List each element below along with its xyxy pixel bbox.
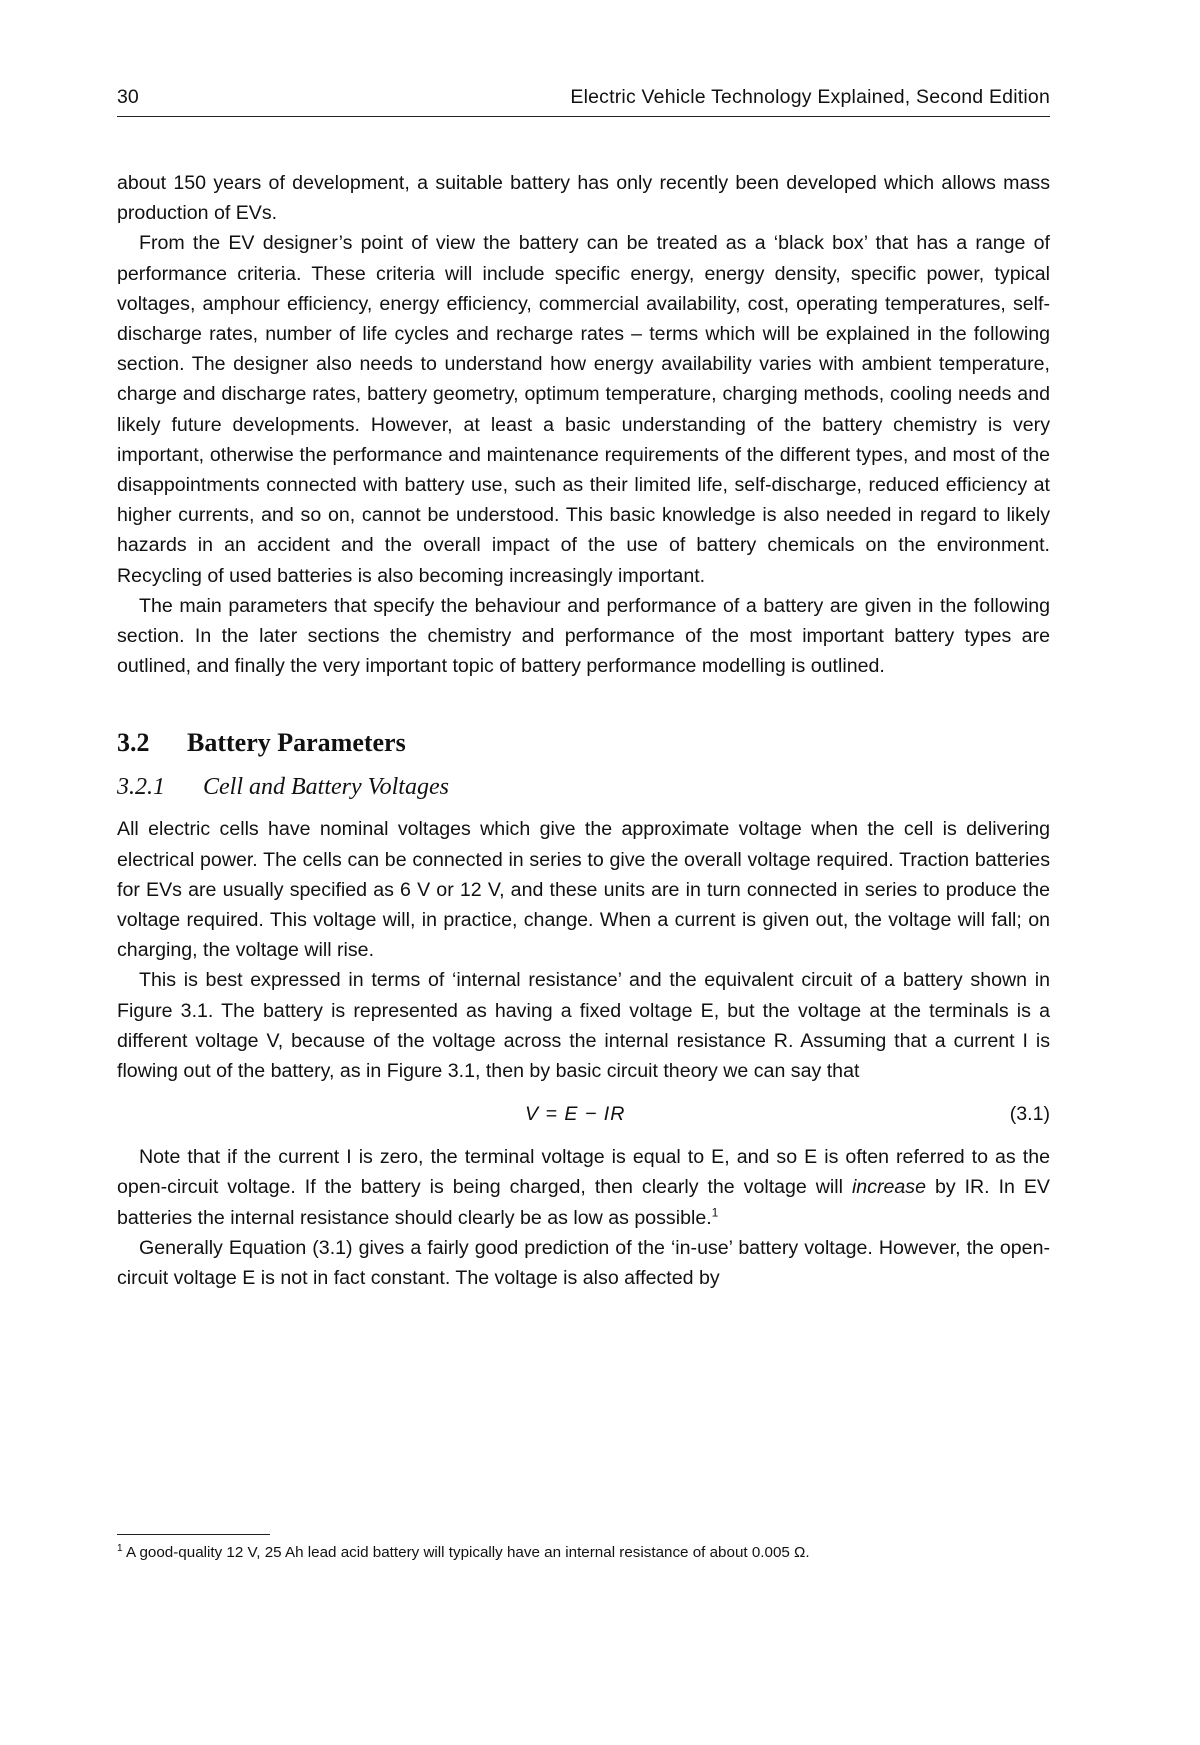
subsection-heading: [117, 772, 1050, 802]
paragraph-nominal-voltages: All electric cells have nominal voltages which give the approximate voltage when the cell is delivering electrical power. The cells can be connected in series to give the overall voltage required. Traction batteries for EVs are usually specified as 6 V or 12 V, and these units are in turn connected in series to produce the voltage required. This voltage will, in practice, change. When a current is given out, the voltage will fall; on charging, the voltage will rise.: [117, 818, 1050, 962]
paragraph-in-use-voltage: Generally Equation (3.1) gives a fairly good prediction of the ‘in-use’ battery voltage. However, the open-circuit voltage E is not in fact constant. The voltage is also affected by: [117, 1236, 1050, 1290]
running-title: Electric Vehicle Technology Explained, Second Edition: [570, 86, 1050, 108]
section-number: 3.2: [117, 728, 150, 758]
paragraph-open-circuit-part-b: by IR. In EV batteries the internal resistance should clearly be as low as possible.: [117, 1176, 1050, 1229]
paragraph-main-parameters: The main parameters that specify the behaviour and performance of a battery are given in the following section. In the later sections the chemistry and performance of the most important battery types are outlined, and finally the very important topic of battery performance modelling is outlined.: [117, 594, 1050, 678]
running-header: [117, 86, 1050, 117]
section-title: Battery Parameters: [187, 728, 406, 758]
equation-expression: V = E − IR: [525, 1103, 626, 1126]
section-heading: [117, 727, 1050, 759]
body-text: [117, 168, 1050, 1293]
footnote: [117, 1543, 1050, 1563]
equation-3-1: [117, 1099, 1050, 1129]
paragraph-designer-view: From the EV designer’s point of view the battery can be treated as a ‘black box’ that has a range of performance criteria. These criteria will include specific energy, energy density, specific power, typical voltages, amphour efficiency, energy efficiency, commercial availability, cost, operating temperatures, self-discharge rates, number of life cycles and recharge rates – terms which will be explained in the following section. The designer also needs to understand how energy availability varies with ambient temperature, charge and discharge rates, battery geometry, optimum temperature, charging methods, cooling needs and likely future developments. However, at least a basic understanding of the battery chemistry is very important, otherwise the performance and maintenance requirements of the different types, and most of the disappointments connected with battery use, such as their limited life, self-discharge, reduced efficiency at higher currents, and so on, cannot be understood. This basic knowledge is also needed in regard to likely hazards in an accident and the overall impact of the use of battery chemicals on the environment. Recycling of used batteries is also becoming increasingly important.: [117, 232, 1050, 587]
paragraph-continued: about 150 years of development, a suitable battery has only recently been developed which allows mass production of EVs.: [117, 172, 1050, 225]
footnote-text: A good-quality 12 V, 25 Ah lead acid battery will typically have an internal resistance of about 0.005 Ω.: [122, 1544, 810, 1561]
footnote-reference[interactable]: 1: [711, 1205, 719, 1220]
subsection-title: Cell and Battery Voltages: [203, 774, 449, 801]
emphasis-increase: increase: [851, 1176, 926, 1199]
paragraph-open-circuit: [117, 1142, 1050, 1233]
page-number: 30: [117, 86, 139, 108]
footnote-rule: [117, 1534, 270, 1535]
paragraph-open-circuit-part-a: Note that if the current I is zero, the terminal voltage is equal to E, and so E is often referred to as the open-circuit voltage. If the battery is being charged, then clearly the voltage will: [117, 1146, 1050, 1199]
paragraph-internal-resistance: This is best expressed in terms of ‘internal resistance’ and the equivalent circuit of a battery shown in Figure 3.1. The battery is represented as having a fixed voltage E, but the voltage at the terminals is a different voltage V, because of the voltage across the internal resistance R. Assuming that a current I is flowing out of the battery, as in Figure 3.1, then by basic circuit theory we can say that: [117, 969, 1050, 1083]
equation-label: (3.1): [1009, 1103, 1050, 1126]
footnote-mark: 1: [117, 1542, 123, 1554]
subsection-number: 3.2.1: [117, 774, 165, 801]
